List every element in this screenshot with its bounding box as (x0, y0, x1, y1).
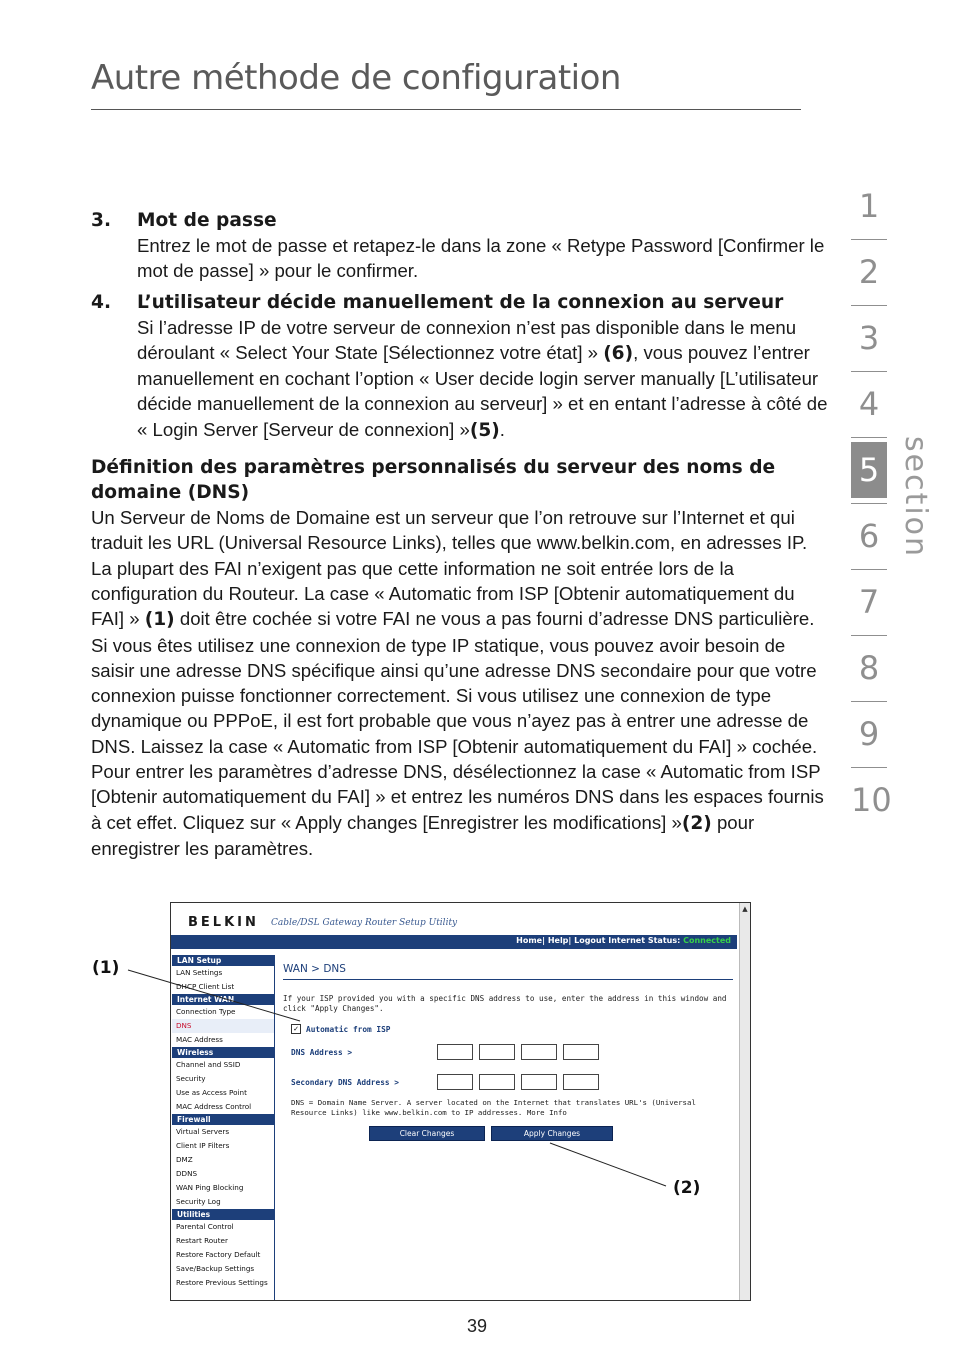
reference-6: (6) (603, 342, 634, 364)
callout-2: (2) (673, 1178, 701, 1198)
section-6[interactable]: 6 (858, 517, 880, 555)
dns-heading: Définition des paramètres personnalisés du serveur des noms de domaine (DNS) (91, 457, 776, 504)
dns-address-label: DNS Address > (291, 1047, 353, 1057)
sidebar-header: Utilities (172, 1209, 274, 1220)
automatic-from-isp-checkbox[interactable]: ✓ (291, 1024, 301, 1034)
belkin-logo: BELKIN (188, 915, 259, 930)
callout-line-2 (550, 1143, 666, 1186)
sidebar-item[interactable]: Security (176, 1074, 206, 1083)
sidebar-item-dns[interactable]: DNS (172, 1019, 274, 1033)
item-heading: L’utilisateur décide manuellement de la connexion au serveur (137, 291, 784, 313)
sidebar-item[interactable]: Use as Access Point (176, 1088, 247, 1097)
reference-5: (5) (469, 419, 500, 441)
item-heading: Mot de passe (137, 210, 277, 231)
sidebar-item[interactable]: Connection Type (176, 1007, 236, 1016)
sidebar-item[interactable]: Client IP Filters (176, 1141, 230, 1150)
sidebar-header: Firewall (172, 1114, 274, 1125)
page-title: Autre méthode de configuration (91, 58, 621, 98)
sidebar-item[interactable]: Restart Router (176, 1236, 228, 1245)
sidebar-item[interactable]: Save/Backup Settings (176, 1264, 255, 1273)
section-4[interactable]: 4 (858, 385, 880, 423)
sidebar-header: Internet WAN (172, 994, 274, 1005)
item-number: 4. (91, 291, 112, 313)
apply-changes-button[interactable]: Apply Changes (491, 1126, 613, 1141)
secondary-dns-label: Secondary DNS Address > (291, 1077, 399, 1087)
sidebar-header: LAN Setup (172, 955, 274, 966)
sidebar-header: Wireless (172, 1047, 274, 1058)
section-1[interactable]: 1 (858, 187, 880, 225)
sidebar-item[interactable]: WAN Ping Blocking (176, 1183, 244, 1192)
sidebar-item[interactable]: MAC Address (176, 1035, 223, 1044)
utility-subtitle: Cable/DSL Gateway Router Setup Utility (271, 918, 458, 928)
section-5-active[interactable]: 5 (851, 442, 887, 498)
scroll-up-icon[interactable]: ▲ (742, 905, 748, 913)
sidebar-item[interactable]: DMZ (176, 1155, 193, 1164)
top-links[interactable]: Home| Help| Logout Internet Status: (516, 936, 681, 945)
status-badge: Connected (683, 936, 731, 945)
dns-note: DNS = Domain Name Server. A server located on the Internet that translates URL's (Universal Resource Links) like www.belkin.com to IP addresses. More Info (291, 1098, 696, 1117)
sidebar-item[interactable]: MAC Address Control (176, 1102, 252, 1111)
automatic-from-isp-label: Automatic from ISP (306, 1024, 391, 1034)
wan-dns-title: WAN > DNS (283, 963, 346, 975)
section-10[interactable]: 10 (851, 781, 892, 819)
callout-1: (1) (92, 958, 120, 978)
clear-changes-button[interactable]: Clear Changes (369, 1126, 485, 1141)
item-text: Entrez le mot de passe et retapez-le dans la zone « Retype Password [Confirmer le mot de passe] » pour le confirmer. (137, 235, 825, 282)
section-label: section (898, 436, 933, 559)
page-number: 39 (466, 1316, 488, 1336)
sidebar-item[interactable]: Virtual Servers (176, 1127, 230, 1136)
sidebar-item[interactable]: Parental Control (176, 1222, 234, 1231)
reference-1: (1) (144, 609, 175, 631)
sidebar-item[interactable]: Restore Previous Settings (176, 1278, 268, 1287)
sidebar-item[interactable]: DDNS (176, 1169, 198, 1178)
section-2[interactable]: 2 (858, 253, 880, 291)
item-number: 3. (91, 210, 112, 231)
sidebar-item[interactable]: Restore Factory Default (176, 1250, 261, 1259)
callout-line-1 (128, 970, 300, 1021)
section-8[interactable]: 8 (858, 649, 880, 687)
dns-paragraph: Un Serveur de Noms de Domaine est un serveur que l’on retrouve sur l’Internet et qui traduit les URL (Universal Resource Links), telles que www.belkin.com, en adresses IP. La plupart des FAI n’exigent pas que cette information ne soit entrée lors de la configuration du Routeur. La case « Automatic from ISP [Obtenir automatiquement du FAI] » (1) doit être cochée si votre FAI ne vous a pas fourni d’adresse DNS particulière. Si vous êtes utilisez une connexion de type IP statique, vous pouvez avoir besoin de saisir une adresse DNS spécifique ainsi qu’une adresse DNS secondaire pour que votre connexion puisse fonctionner correctement. Si vous utilisez une connexion de type dynamique ou PPPoE, il est fort probable que vous n’ayez pas à entrer une adresse de DNS. Laissez la case « Automatic from ISP [Obtenir automatiquement du FAI] » cochée. Pour entrer les paramètres d’adresse DNS, désélectionnez la case « Automatic from ISP [Obtenir automatiquement du FAI] » et entrez les numéros DNS dans les espaces fournis à cet effet. Cliquez sur « Apply changes [Enregistrer les modifications] »(2) pour enregistrer les paramètres. (91, 507, 824, 859)
sidebar-item[interactable]: Channel and SSID (176, 1060, 241, 1069)
dns-intro: If your ISP provided you with a specific DNS address to use, enter the address in this window and click "Apply Changes". (283, 994, 727, 1013)
sidebar-item[interactable]: Security Log (176, 1197, 221, 1206)
item-text: Si l’adresse IP de votre serveur de connexion n’est pas disponible dans le menu déroulant « Select Your State [Sélectionnez votre état] » (6), vous pouvez l’entrer manuellement en cochant l’option « User decide login server manually [L’utilisateur décide manuellement de la connexion au serveur] » et en entant l’adresse à côté de « Login Server [Serveur de connexion] »(5). (137, 316, 828, 441)
section-3[interactable]: 3 (858, 319, 880, 357)
section-9[interactable]: 9 (858, 715, 880, 753)
sidebar-item[interactable]: DHCP Client List (176, 982, 235, 991)
reference-2: (2) (681, 812, 712, 834)
sidebar-item[interactable]: LAN Settings (176, 968, 223, 977)
section-7[interactable]: 7 (858, 583, 880, 621)
